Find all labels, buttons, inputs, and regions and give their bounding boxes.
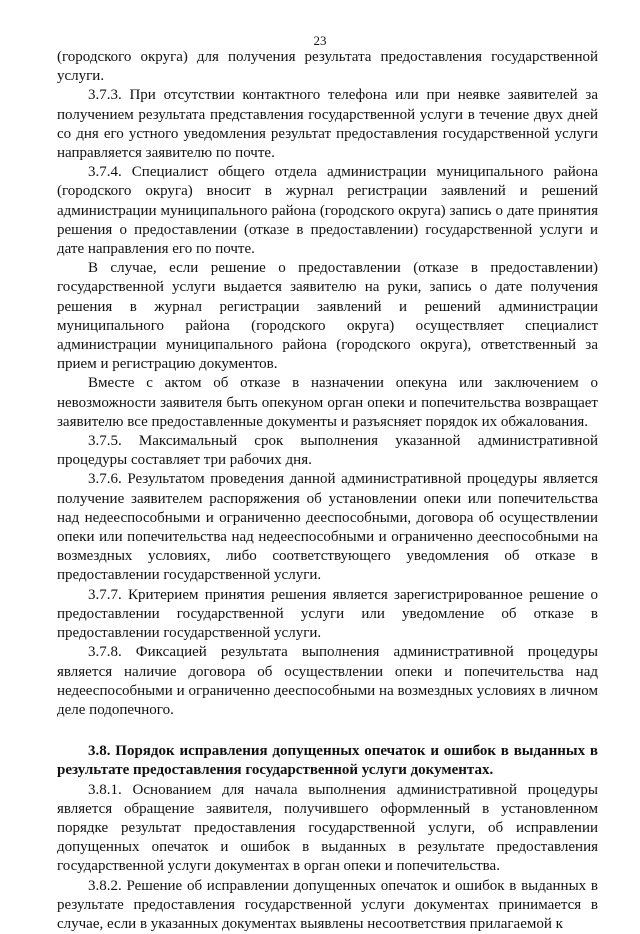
paragraph-3-7-5: 3.7.5. Максимальный срок выполнения указанной административной процедуры составляет три рабочих дня. (57, 433, 598, 469)
document-body (57, 48, 598, 934)
paragraph-3-8-1: 3.8.1. Основанием для начала выполнения административной процедуры является обращение заявителя, получившего оформленный в установленном порядке результат предоставления государственной услуги, об исправлении допущенных опечаток и ошибок в выданных в результате предоставления государственной услуги документах в орган опеки и попечительства. (57, 781, 598, 875)
paragraph-3-7-3: 3.7.3. При отсутствии контактного телефона или при неявке заявителей за получением результата представления государственной услуги в течение двух дней со дня его устного уведомления результат предоставления государственной услуги направляется заявителю по почте. (57, 87, 598, 162)
paragraph-3-7-6: 3.7.6. Результатом проведения данной административной процедуры является получение заявителем распоряжения об установлении опеки или попечительства над недееспособными и ограниченно дееспособными, договора об осуществлении опеки или попечительства над недееспособными и ограниченно дееспособными на возмездных условиях, либо соответствующего уведомления об отказе в предоставлении государственной услуги. (57, 471, 598, 584)
paragraph-continuation: (городского округа) для получения результата предоставления государственной услуги. (57, 49, 598, 85)
page-number: 23 (313, 33, 327, 48)
section-heading-3-8: 3.8. Порядок исправления допущенных опечаток и ошибок в выданных в результате предоставления государственной услуги документах. (57, 743, 598, 779)
paragraph-3-7-7: 3.7.7. Критерием принятия решения является зарегистрированное решение о предоставлении государственной услуги или уведомление об отказе в предоставлении государственной услуги. (57, 586, 598, 642)
paragraph-refusal-act: Вместе с актом об отказе в назначении опекуна или заключением о невозможности заявителя быть опекуном орган опеки и попечительства возвращает заявителю все предоставленные документы и разъясняет порядок их обжалования. (57, 375, 598, 430)
paragraph-3-8-2: 3.8.2. Решение об исправлении допущенных опечаток и ошибок в выданных в результате предоставления государственной услуги документах принимается в случае, если в указанных документах выявлены несоответствия прилагаемой к (57, 877, 598, 932)
paragraph-3-7-8: 3.7.8. Фиксацией результата выполнения административной процедуры является наличие договора об осуществлении опеки и попечительства над недееспособными и ограниченно дееспособными на возмездных условиях в личном деле подопечного. (57, 644, 598, 718)
paragraph-3-7-4: 3.7.4. Специалист общего отдела администрации муниципального района (городского округа) вносит в журнал регистрации заявлений и решений администрации муниципального района (городского округа) запись о дате принятия решения о предоставлении (отказе в предоставлении) государственной услуги и дате направления его по почте. (57, 164, 598, 258)
paragraph-on-hand-delivery: В случае, если решение о предоставлении (отказе в предоставлении) государственной услуги выдается заявителю на руки, запись о дате получения решения в журнал регистрации заявлений и решений администрации муниципального района (городского округа) осуществляет специалист администрации муниципального района (городского округа), ответственный за прием и регистрацию документов. (57, 260, 598, 373)
